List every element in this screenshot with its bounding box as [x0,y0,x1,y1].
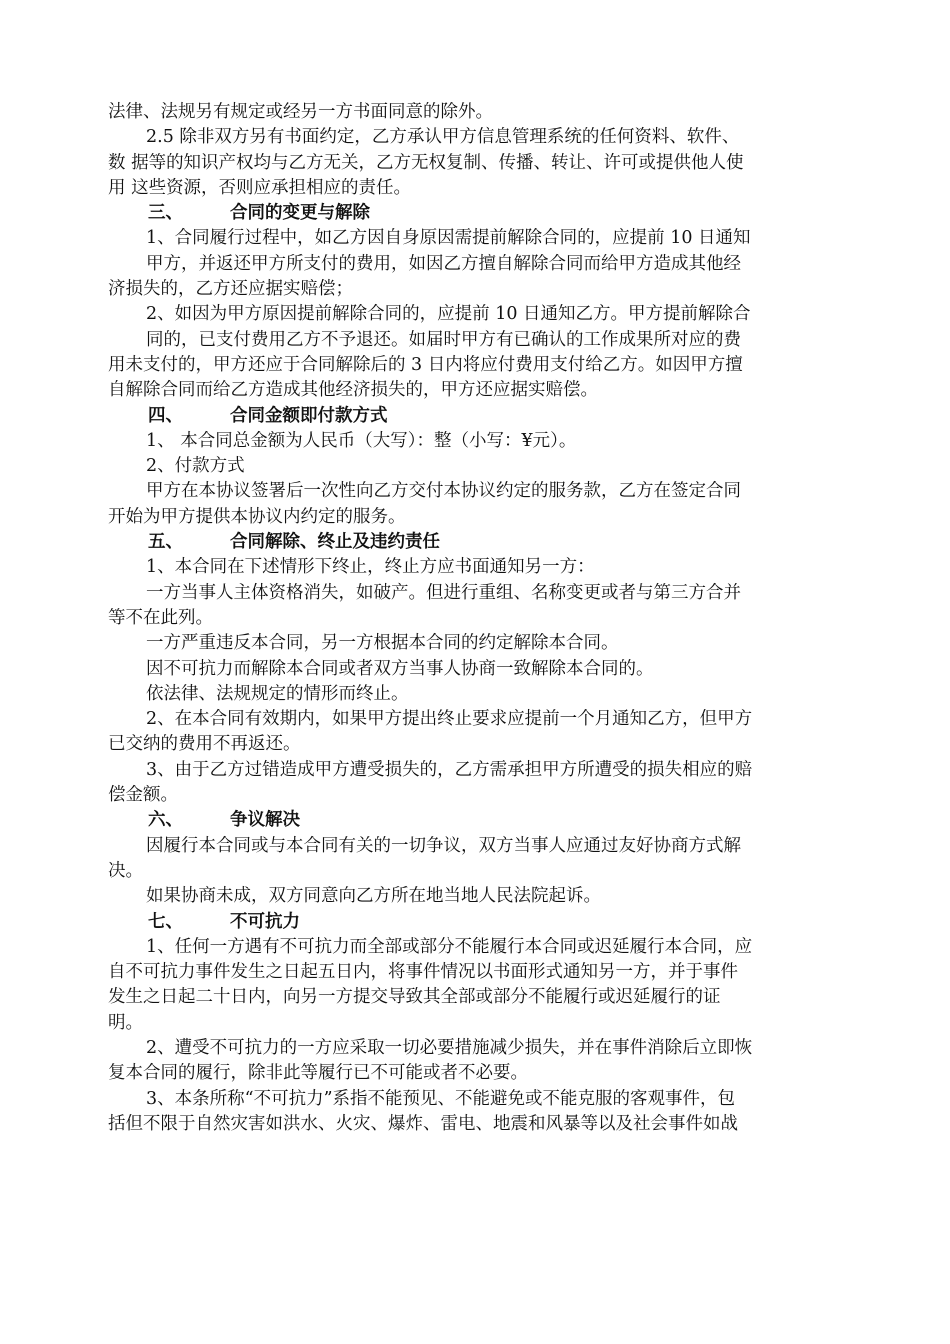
paragraph-line: 一方严重违反本合同，另一方根据本合同的约定解除本合同。 [146,633,619,654]
paragraph-line: 复本合同的履行，除非此等履行已不可能或者不必要。 [108,1063,528,1084]
section-heading [108,530,853,555]
paragraph-line: 1、本合同在下述情形下终止，终止方应书面通知另一方： [146,557,595,578]
paragraph-line: 开始为甲方提供本协议内约定的服务。 [108,506,406,527]
section-title: 合同金额即付款方式 [230,405,388,426]
section-heading [108,404,853,429]
paragraph-line: 如果协商未成，双方同意向乙方所在地当地人民法院起诉。 [146,886,601,907]
paragraph-line: 数 据等的知识产权均与乙方无关，乙方无权复制、传播、转让、许可或提供他人使 [108,152,744,173]
paragraph-line: 发生之日起二十日内，向另一方提交导致其全部或部分不能履行或迟延履行的证 [108,987,721,1008]
paragraph-line: 自解除合同而给乙方造成其他经济损失的，甲方还应据实赔偿。 [108,380,598,401]
paragraph-line: 2、付款方式 [146,456,245,477]
paragraph-line: 因不可抗力而解除本合同或者双方当事人协商一致解除本合同的。 [146,658,654,679]
paragraph-line: 2.5 除非双方另有书面约定，乙方承认甲方信息管理系统的任何资料、软件、 [146,127,740,148]
paragraph-line: 3、由于乙方过错造成甲方遭受损失的，乙方需承担甲方所遭受的损失相应的赔 [146,759,753,780]
paragraph-line: 法律、法规另有规定或经另一方书面同意的除外。 [108,102,493,122]
section-title: 合同的变更与解除 [230,203,370,224]
section-heading [108,910,853,935]
paragraph-line: 决。 [108,860,143,881]
paragraph-line: 同的，已支付费用乙方不予退还。如届时甲方有已确认的工作成果所对应的费 [146,329,741,350]
section-number: 五、 [148,532,183,553]
paragraph-line: 2、在本合同有效期内，如果甲方提出终止要求应提前一个月通知乙方，但甲方 [146,709,753,730]
paragraph-line: 自不可抗力事件发生之日起五日内，将事件情况以书面形式通知另一方，并于事件 [108,962,738,983]
section-number: 四、 [148,405,183,426]
paragraph-line: 括但不限于自然灾害如洪水、火灾、爆炸、雷电、地震和风暴等以及社会事件如战 [108,1113,738,1134]
section-title: 合同解除、终止及违约责任 [230,532,440,553]
document-page [108,100,853,1137]
section-number: 七、 [148,911,183,932]
section-heading [108,201,853,226]
paragraph-line: 依法律、法规规定的情形而终止。 [146,683,409,704]
section-number: 三、 [148,203,183,224]
paragraph-line: 用 这些资源，否则应承担相应的责任。 [108,177,412,198]
paragraph-line: 1、 本合同总金额为人民币（大写）：整（小写：¥元）。 [146,430,577,451]
paragraph-line: 济损失的，乙方还应据实赔偿； [108,279,353,300]
paragraph-line: 明。 [108,1012,143,1033]
paragraph-line: 1、任何一方遇有不可抗力而全部或部分不能履行本合同或迟延履行本合同，应 [146,936,753,957]
paragraph-line: 3、本条所称“不可抗力”系指不能预见、不能避免或不能克服的客观事件，包 [146,1088,736,1109]
paragraph-line: 等不在此列。 [108,607,213,628]
paragraph-line: 1、合同履行过程中，如乙方因自身原因需提前解除合同的，应提前 10 日通知 [146,228,751,249]
section-heading [108,808,853,833]
paragraph-line: 用未支付的，甲方还应于合同解除后的 3 日内将应付费用支付给乙方。如因甲方擅 [108,354,743,375]
paragraph-line: 2、遭受不可抗力的一方应采取一切必要措施减少损失，并在事件消除后立即恢 [146,1037,753,1058]
paragraph-line: 因履行本合同或与本合同有关的一切争议，双方当事人应通过友好协商方式解 [146,835,741,856]
paragraph-line: 甲方，并返还甲方所支付的费用，如因乙方擅自解除合同而给甲方造成其他经 [146,253,741,274]
section-title: 不可抗力 [230,911,300,932]
paragraph-line: 2、如因为甲方原因提前解除合同的，应提前 10 日通知乙方。甲方提前解除合 [146,304,751,325]
section-title: 争议解决 [230,810,300,831]
paragraph-line: 一方当事人主体资格消失，如破产。但进行重组、名称变更或者与第三方合并 [146,582,741,603]
paragraph-line: 已交纳的费用不再返还。 [108,734,301,755]
section-number: 六、 [148,810,183,831]
paragraph-line: 偿金额。 [108,785,178,806]
paragraph-line: 甲方在本协议签署后一次性向乙方交付本协议约定的服务款，乙方在签定合同 [146,481,741,502]
